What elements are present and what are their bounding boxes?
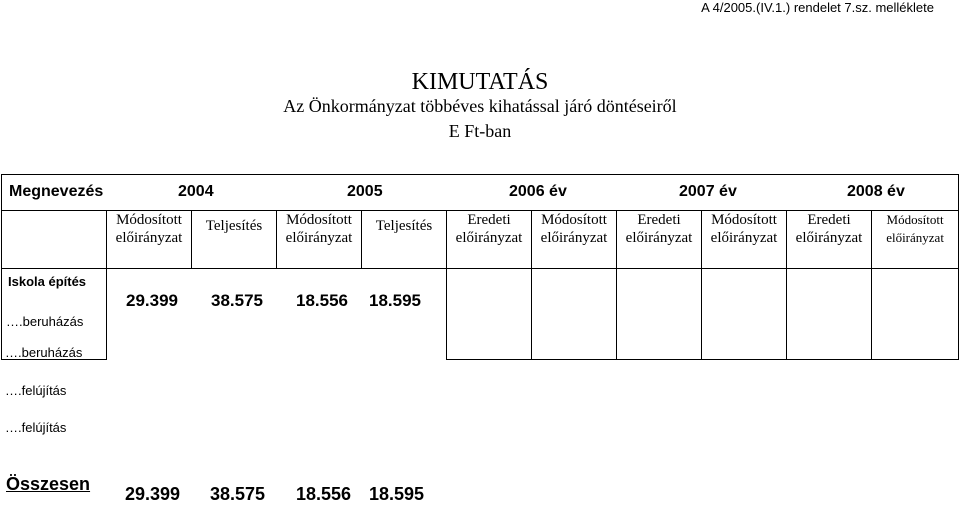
subheader-2004-teljesites: Teljesítés — [192, 211, 277, 269]
value-2005-teljesites: 18.595 — [369, 291, 421, 310]
subheader-2008-eredeti: Eredeti előirányzat — [787, 211, 872, 269]
subheader-2008-modositott: Módosított előirányzat — [872, 211, 959, 269]
summary-table — [1, 174, 959, 360]
values-cell — [107, 269, 447, 360]
value-2005-modositott: 18.556 — [296, 291, 348, 310]
cell-2007-eredeti — [617, 269, 702, 360]
column-2008-header: 2008 év — [847, 183, 905, 200]
row-label-beruhazas-2: ….beruházás — [5, 345, 83, 360]
subheader-2005-modositott: Módosított előirányzat — [277, 211, 362, 269]
row-label-felujitas-1: ….felújítás — [5, 383, 67, 398]
subheader-2007-modositott: Módosított előirányzat — [702, 211, 787, 269]
column-name-header: Megnevezés — [9, 183, 104, 200]
subheader-2004-modositott: Módosított előirányzat — [107, 211, 192, 269]
document-subtitle: Az Önkormányzat többéves kihatással járó döntéseiről — [283, 96, 677, 116]
column-2006-header: 2006 év — [509, 183, 567, 200]
cell-2006-modositott — [532, 269, 617, 360]
cell-2006-eredeti — [447, 269, 532, 360]
value-2004-teljesites: 38.575 — [211, 291, 263, 310]
row-label-beruhazas: ….beruházás — [6, 314, 84, 329]
total-2004-modositott: 29.399 — [125, 484, 181, 504]
cell-2008-eredeti — [787, 269, 872, 360]
total-2005-teljesites: 18.595 — [369, 484, 425, 504]
row-label-felujitas-2: ….felújítás — [5, 420, 67, 435]
total-2004-teljesites: 38.575 — [210, 484, 266, 504]
column-2004-header: 2004 — [178, 183, 214, 200]
document-title: KIMUTATÁS — [411, 69, 549, 95]
year-header-row — [2, 175, 959, 211]
total-label: Összesen — [6, 474, 91, 494]
total-2005-modositott: 18.556 — [296, 484, 352, 504]
value-2004-modositott: 29.399 — [126, 291, 178, 310]
cell-2008-modositott — [872, 269, 959, 360]
column-2007-header: 2007 év — [679, 183, 737, 200]
year-header — [2, 175, 959, 211]
unit-label: E Ft-ban — [448, 121, 512, 141]
row-label-iskola: Iskola építés — [8, 274, 87, 289]
subheader-2007-eredeti: Eredeti előirányzat — [617, 211, 702, 269]
column-2005-header: 2005 — [347, 183, 383, 200]
cell-2007-modositott — [702, 269, 787, 360]
subheader-2006-eredeti: Eredeti előirányzat — [447, 211, 532, 269]
decree-reference: A 4/2005.(IV.1.) rendelet 7.sz. melléklete — [701, 0, 934, 15]
subheader-empty — [2, 211, 107, 269]
subheader-2005-teljesites: Teljesítés — [362, 211, 447, 269]
subheader-row — [2, 211, 959, 269]
table-row-iskola — [2, 269, 959, 360]
subheader-2006-modositott: Módosított előirányzat — [532, 211, 617, 269]
